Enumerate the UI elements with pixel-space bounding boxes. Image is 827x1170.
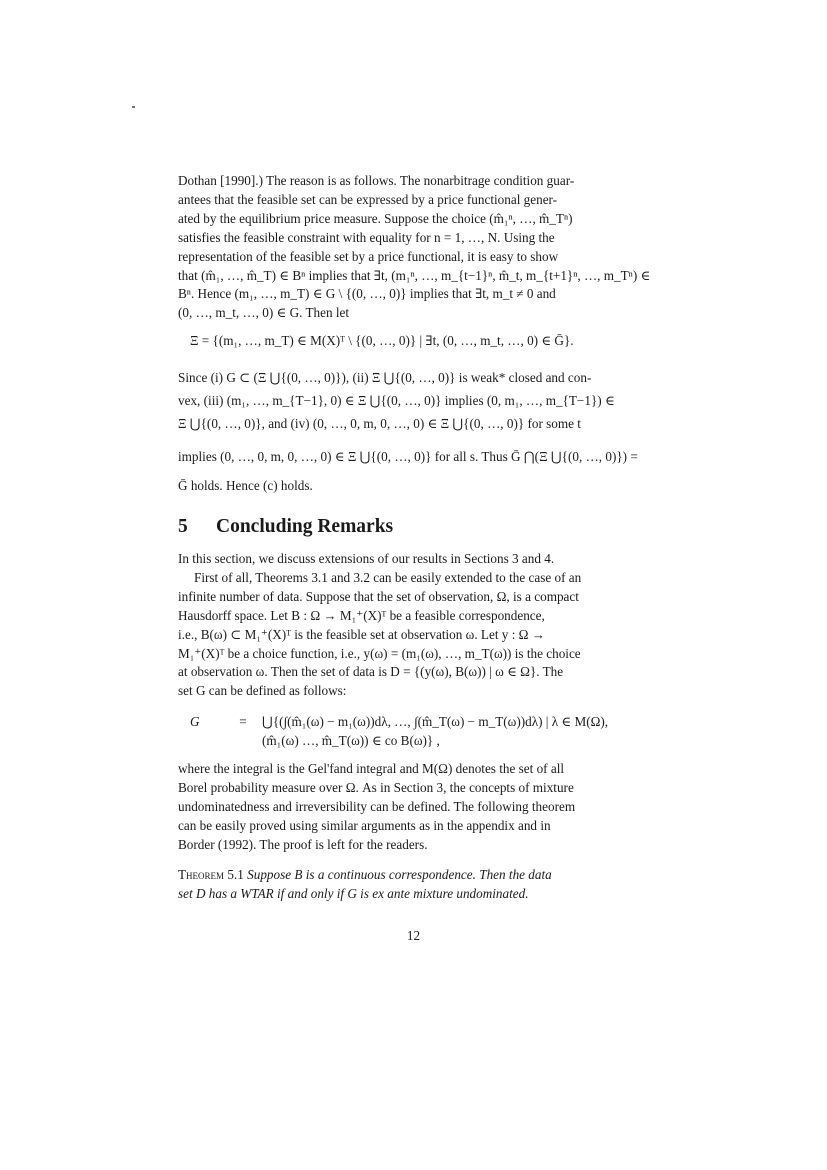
text-line: antees that the feasible set can be expressed by a price functional gener- [178,191,558,207]
text-line: Hausdorff space. Let B : Ω → M₁⁺(X)ᵀ be a feasible correspondence, [178,607,545,623]
text-line: where the integral is the Gel'fand integral and M(Ω) denotes the set of all [178,761,565,776]
text-line: Borel probability measure over Ω. As in Section 3, the concepts of mixture [178,779,574,795]
theorem-label: Theorem 5.1 [178,867,244,882]
text-line: ated by the equilibrium price measure. Suppose the choice (m̂₁ⁿ, …, m̂_Tⁿ) [178,210,573,226]
equation-operator: = [239,714,247,729]
text-line: infinite number of data. Suppose that the set of observation, Ω, is a compact [178,588,579,604]
theorem-statement: Suppose B is a continuous correspondence. Then the data [247,867,552,882]
text-line: Dothan [1990].) The reason is as follows. The nonarbitrage condition guar- [178,173,575,188]
intro-paragraph [178,172,686,323]
equation-xi: Ξ = {(m₁, …, m_T) ∈ M(X)ᵀ \ {(0, …, 0)} | ∃t, (0, …, m_t, …, 0) ∈ Ḡ}. [190,333,574,348]
text-line: i.e., B(ω) ⊂ M₁⁺(X)ᵀ is the feasible set at observation ω. Let y : Ω → [178,626,545,642]
section-heading [178,516,393,538]
text-line: can be easily proved using similar arguments as in the appendix and in [178,817,551,833]
theorem-statement: set D has a WTAR if and only if G is ex ante mixture undominated. [178,885,529,901]
page-number: 12 [406,928,421,943]
text-line: representation of the feasible set by a price functional, it is easy to show [178,248,559,264]
section-number: 5 [178,516,188,537]
text-line: Since (i) G ⊂ (Ξ ⋃{(0, …, 0)}), (ii) Ξ ⋃{(0, …, 0)} is weak* closed and con- [178,370,592,385]
scan-speck [132,106,135,108]
text-line: Ξ ⋃{(0, …, 0)}, and (iv) (0, …, 0, m, 0, …, 0) ∈ Ξ ⋃{(0, …, 0)} for some t [178,416,581,431]
paragraph: In this section, we discuss extensions of our results in Sections 3 and 4. [178,551,555,566]
equation-g [190,712,690,750]
section-body [178,550,686,701]
text-line: Border (1992). The proof is left for the readers. [178,836,428,852]
text-line: Bⁿ. Hence (m₁, …, m_T) ∈ G \ {(0, …, 0)} implies that ∃t, m_t ≠ 0 and [178,286,556,302]
equation-rhs-line: ⋃{(∫(m̂₁(ω) − m₁(ω))dλ, …, ∫(m̂_T(ω) − m_T(ω))dλ) | λ ∈ M(Ω), [262,714,609,729]
equation-lhs: G [190,714,200,729]
text-line: Ḡ holds. Hence (c) holds. [178,478,313,493]
text-line: satisfies the feasible constraint with equality for n = 1, …, N. Using the [178,229,555,245]
text-line: set G can be defined as follows: [178,683,347,699]
text-line: (0, …, m_t, …, 0) ∈ G. Then let [178,305,350,321]
text-line: that (m̂₁, …, m̂_T) ∈ Bⁿ implies that ∃t, (m₁ⁿ, …, m_{t−1}ⁿ, m̂_t, m_{t+1}ⁿ, …, m_Tⁿ) ∈ [178,267,651,283]
text-line: undominatedness and irreversibility can be defined. The following theorem [178,798,576,814]
text-line: M₁⁺(X)ᵀ be a choice function, i.e., y(ω) = (m₁(ω), …, m_T(ω)) is the choice [178,645,581,661]
text-line: First of all, Theorems 3.1 and 3.2 can be easily extended to the case of an [194,569,582,585]
text-line: implies (0, …, 0, m, 0, …, 0) ∈ Ξ ⋃{(0, …, 0)} for all s. Thus Ḡ ⋂(Ξ ⋃{(0, …, 0)}) = [178,449,638,464]
since-paragraph [178,366,686,497]
paragraph-after-equation [178,760,686,855]
theorem-5-1 [178,866,686,904]
text-line: vex, (iii) (m₁, …, m_{T−1}, 0) ∈ Ξ ⋃{(0, …, 0)} implies (0, m₁, …, m_{T−1}) ∈ [178,393,615,408]
equation-rhs-line: (m̂₁(ω) …, m̂_T(ω)) ∈ co B(ω)} , [262,733,440,748]
text-line: at observation ω. Then the set of data is D = {(y(ω), B(ω)) | ω ∈ Ω}. The [178,664,564,680]
section-title: Concluding Remarks [216,516,394,537]
